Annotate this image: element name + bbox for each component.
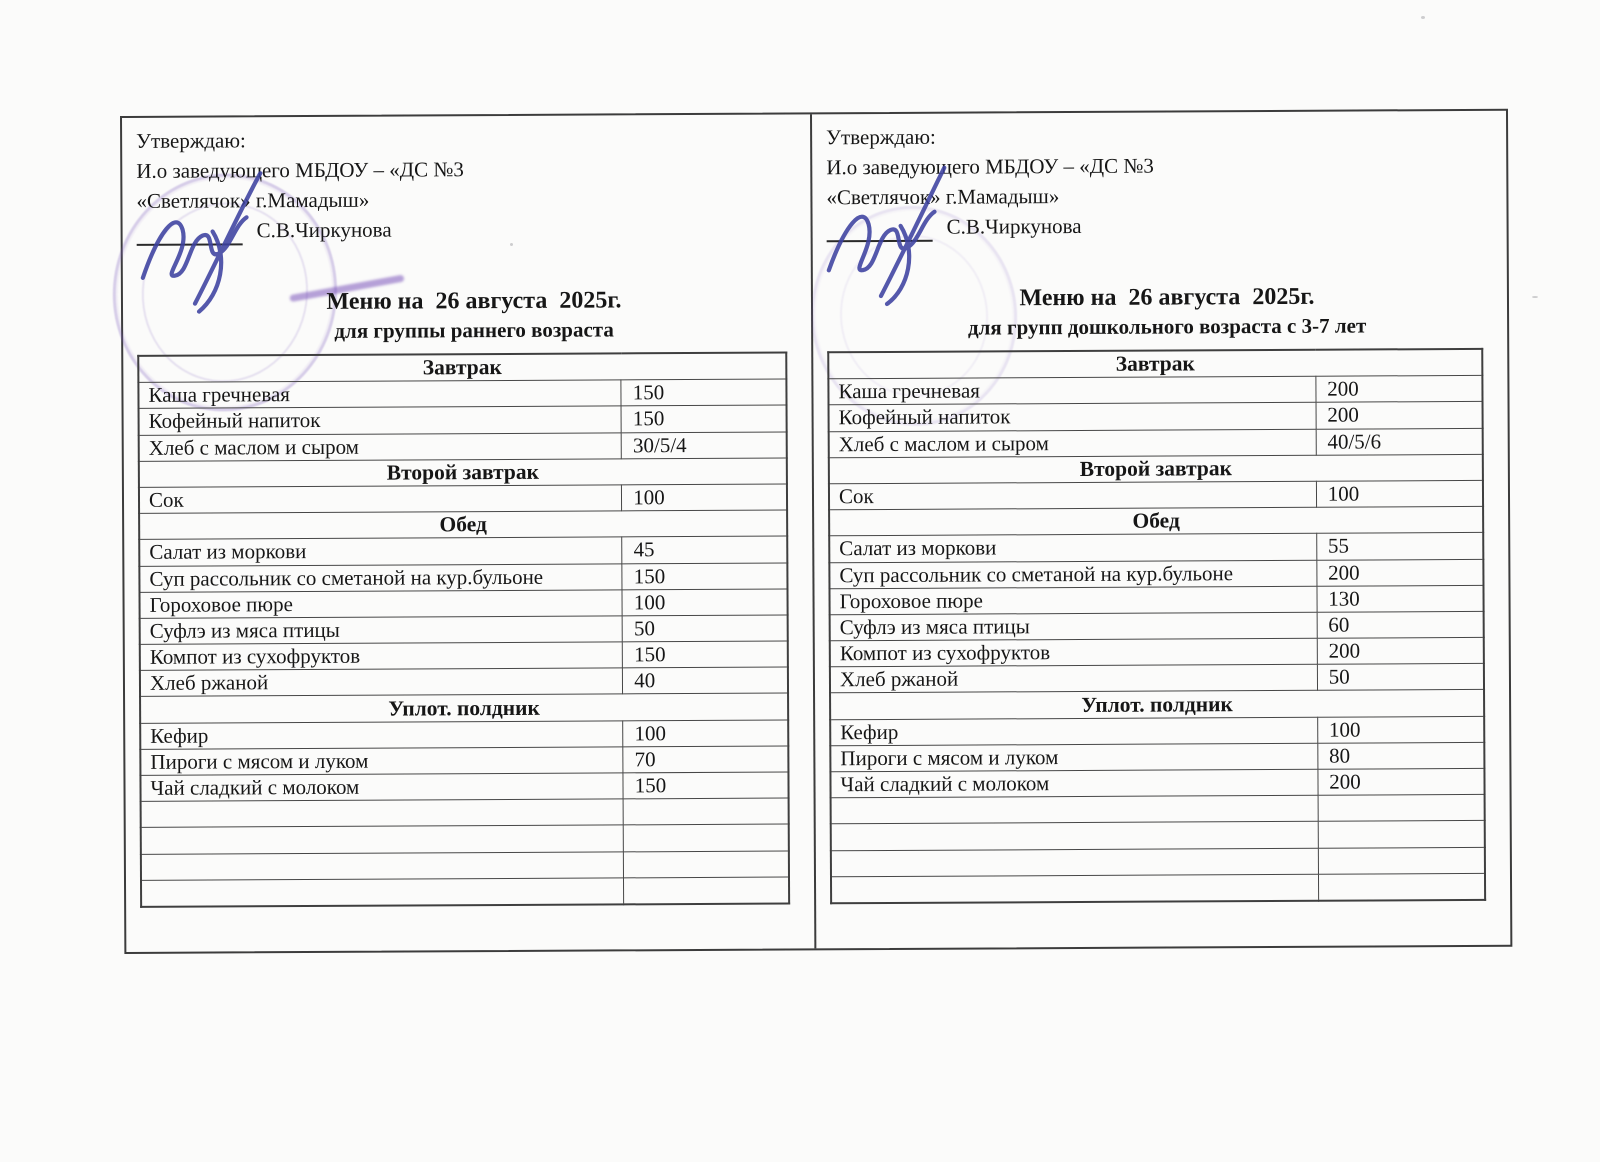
- portion-grams: 40: [623, 667, 788, 694]
- portion-grams: 50: [1317, 664, 1484, 691]
- section-header: Обед: [139, 510, 787, 540]
- empty-row: [141, 851, 789, 881]
- approval-block: [136, 122, 811, 246]
- portion-grams: 200: [1317, 559, 1484, 586]
- dish-name: Кофейный напиток: [139, 406, 622, 435]
- menu-item-row: [139, 536, 787, 566]
- empty-row: [831, 795, 1485, 825]
- dish-name: Хлеб ржаной: [140, 668, 623, 697]
- dish-name: Каша гречневая: [828, 376, 1315, 405]
- dish-name: Сок: [139, 485, 622, 514]
- portion-grams: [624, 851, 789, 878]
- portion-grams: [1318, 821, 1485, 848]
- dish-name: Суфлэ из мяса птицы: [140, 616, 623, 645]
- approval-line: «Светлячок» г.Мамадыш»: [136, 187, 370, 213]
- portion-grams: [1318, 873, 1485, 901]
- dish-name: Каша гречневая: [138, 380, 621, 409]
- portion-grams: 45: [622, 536, 787, 563]
- portion-grams: 60: [1317, 611, 1484, 638]
- section-header: Обед: [829, 506, 1483, 536]
- portion-grams: 40/5/6: [1316, 428, 1483, 455]
- menu-item-row: [138, 379, 786, 409]
- dish-name: Гороховое пюре: [829, 586, 1316, 615]
- section-header-row: [829, 506, 1483, 536]
- portion-grams: 200: [1317, 637, 1484, 664]
- portion-grams: 100: [622, 589, 787, 616]
- dish-name: [831, 874, 1318, 903]
- section-header: Уплот. полдник: [140, 693, 788, 723]
- dish-name: Пироги с мясом и луком: [140, 747, 623, 776]
- section-header: Завтрак: [828, 349, 1482, 379]
- section-header: Второй завтрак: [829, 454, 1483, 484]
- portion-grams: 100: [623, 720, 788, 747]
- menu-item-row: [828, 376, 1482, 406]
- portion-grams: [623, 824, 788, 851]
- menu-item-row: [140, 641, 788, 671]
- empty-row: [141, 824, 789, 854]
- portion-grams: 130: [1317, 585, 1484, 612]
- empty-row: [831, 873, 1485, 903]
- portion-grams: 150: [622, 563, 787, 590]
- dish-name: [831, 848, 1318, 877]
- dish-name: [141, 825, 624, 854]
- menu-item-row: [829, 480, 1483, 510]
- portion-grams: 100: [1317, 716, 1484, 743]
- menu-item-row: [139, 405, 787, 435]
- menu-item-row: [829, 428, 1483, 458]
- dish-name: Кофейный напиток: [829, 403, 1316, 432]
- approval-line: И.о заведующего МБДОУ – «ДС №3: [136, 157, 464, 183]
- dish-name: Суфлэ из мяса птицы: [830, 612, 1317, 641]
- menu-item-row: [140, 772, 788, 802]
- portion-grams: 50: [622, 615, 787, 642]
- approval-line: И.о заведующего МБДОУ – «ДС №3: [826, 153, 1154, 180]
- portion-grams: [623, 798, 788, 825]
- dish-name: Пироги с мясом и луком: [830, 743, 1317, 772]
- menu-item-row: [830, 611, 1484, 641]
- section-header: Завтрак: [138, 353, 786, 383]
- section-header-row: [830, 690, 1484, 720]
- menu-title-block: [137, 284, 811, 346]
- menu-item-row: [829, 533, 1483, 563]
- portion-grams: [624, 877, 789, 905]
- menu-item-row: [830, 716, 1484, 746]
- section-header-row: [139, 458, 787, 488]
- menu-item-row: [830, 742, 1484, 772]
- menu-title-block: [827, 281, 1507, 343]
- portion-grams: 200: [1316, 376, 1483, 403]
- section-header-row: [828, 349, 1482, 379]
- portion-grams: 30/5/4: [621, 432, 786, 459]
- dish-name: Хлеб с маслом и сыром: [829, 429, 1316, 458]
- dish-name: [141, 851, 624, 880]
- approver-name: С.В.Чиркунова: [946, 213, 1082, 239]
- portion-grams: 150: [623, 641, 788, 668]
- approver-name: С.В.Чиркунова: [256, 217, 392, 243]
- dish-name: Компот из сухофруктов: [140, 642, 623, 671]
- portion-grams: 150: [621, 405, 786, 432]
- dish-name: Гороховое пюре: [139, 590, 622, 619]
- scan-speck: [1421, 16, 1425, 19]
- menu-item-row: [830, 637, 1484, 667]
- dish-name: Компот из сухофруктов: [830, 638, 1317, 667]
- empty-row: [831, 847, 1485, 877]
- menu-item-row: [140, 667, 788, 697]
- menu-item-row: [830, 664, 1484, 694]
- portion-grams: 150: [623, 772, 788, 799]
- menu-title-date: Меню на 26 августа 2025г.: [326, 287, 622, 315]
- menu-table: [137, 352, 790, 908]
- signature-underline: [827, 218, 933, 243]
- dish-name: Кефир: [140, 721, 623, 750]
- dish-name: Хлеб с маслом и сыром: [139, 432, 622, 461]
- menu-table: [827, 348, 1486, 904]
- section-header-row: [829, 454, 1483, 484]
- menu-early-age-group: [122, 114, 816, 952]
- portion-grams: 200: [1316, 402, 1483, 429]
- dish-name: Суп рассольник со сметаной на кур.бульоне: [139, 563, 622, 592]
- menu-item-row: [140, 720, 788, 750]
- section-header: Второй завтрак: [139, 458, 787, 488]
- dish-name: Суп рассольник со сметаной на кур.бульоне: [829, 560, 1316, 589]
- menu-item-row: [829, 402, 1483, 432]
- portion-grams: 70: [623, 746, 788, 773]
- approval-block: [826, 119, 1507, 243]
- portion-grams: 100: [622, 484, 787, 511]
- portion-grams: 80: [1318, 742, 1485, 769]
- scan-speck: [1532, 296, 1538, 298]
- menu-title-date: Меню на 26 августа 2025г.: [1019, 283, 1315, 312]
- menu-item-row: [139, 432, 787, 462]
- empty-row: [141, 798, 789, 828]
- dish-name: Салат из моркови: [829, 534, 1316, 563]
- menu-preschool-group: [812, 111, 1510, 949]
- signature-row: [827, 209, 1507, 243]
- menu-item-row: [829, 585, 1483, 615]
- dish-name: [141, 799, 624, 828]
- page-frame: [120, 109, 1512, 954]
- dish-name: [141, 878, 624, 907]
- dish-name: Чай сладкий с молоком: [140, 773, 623, 802]
- signature-underline: [137, 221, 243, 246]
- dish-name: Хлеб ржаной: [830, 664, 1317, 693]
- menu-item-row: [139, 589, 787, 619]
- approval-line: Утверждаю:: [826, 124, 936, 150]
- portion-grams: 100: [1316, 480, 1483, 507]
- empty-row: [141, 877, 789, 907]
- dish-name: Салат из моркови: [139, 537, 622, 566]
- dish-name: [831, 795, 1318, 824]
- dish-name: Сок: [829, 481, 1316, 510]
- portion-grams: 200: [1318, 768, 1485, 795]
- menu-item-row: [830, 768, 1484, 798]
- portion-grams: 150: [621, 379, 786, 406]
- signature-row: [137, 212, 811, 246]
- portion-grams: [1318, 847, 1485, 874]
- menu-item-row: [140, 746, 788, 776]
- empty-row: [831, 821, 1485, 851]
- scan-speck: [510, 243, 513, 246]
- dish-name: Чай сладкий с молоком: [830, 769, 1317, 798]
- approval-line: «Светлячок» г.Мамадыш»: [826, 184, 1060, 210]
- section-header-row: [138, 353, 786, 383]
- approval-line: Утверждаю:: [136, 128, 246, 153]
- portion-grams: [1318, 795, 1485, 822]
- portion-grams: 55: [1316, 533, 1483, 560]
- menu-item-row: [140, 615, 788, 645]
- section-header: Уплот. полдник: [830, 690, 1484, 720]
- section-header-row: [140, 693, 788, 723]
- menu-title-group: для групп дошкольного возраста с 3-7 лет: [967, 313, 1367, 340]
- menu-item-row: [139, 484, 787, 514]
- menu-item-row: [829, 559, 1483, 589]
- dish-name: [831, 822, 1318, 851]
- menu-item-row: [139, 563, 787, 593]
- dish-name: Кефир: [830, 717, 1317, 746]
- menu-title-group: для группы раннего возраста: [334, 317, 614, 343]
- section-header-row: [139, 510, 787, 540]
